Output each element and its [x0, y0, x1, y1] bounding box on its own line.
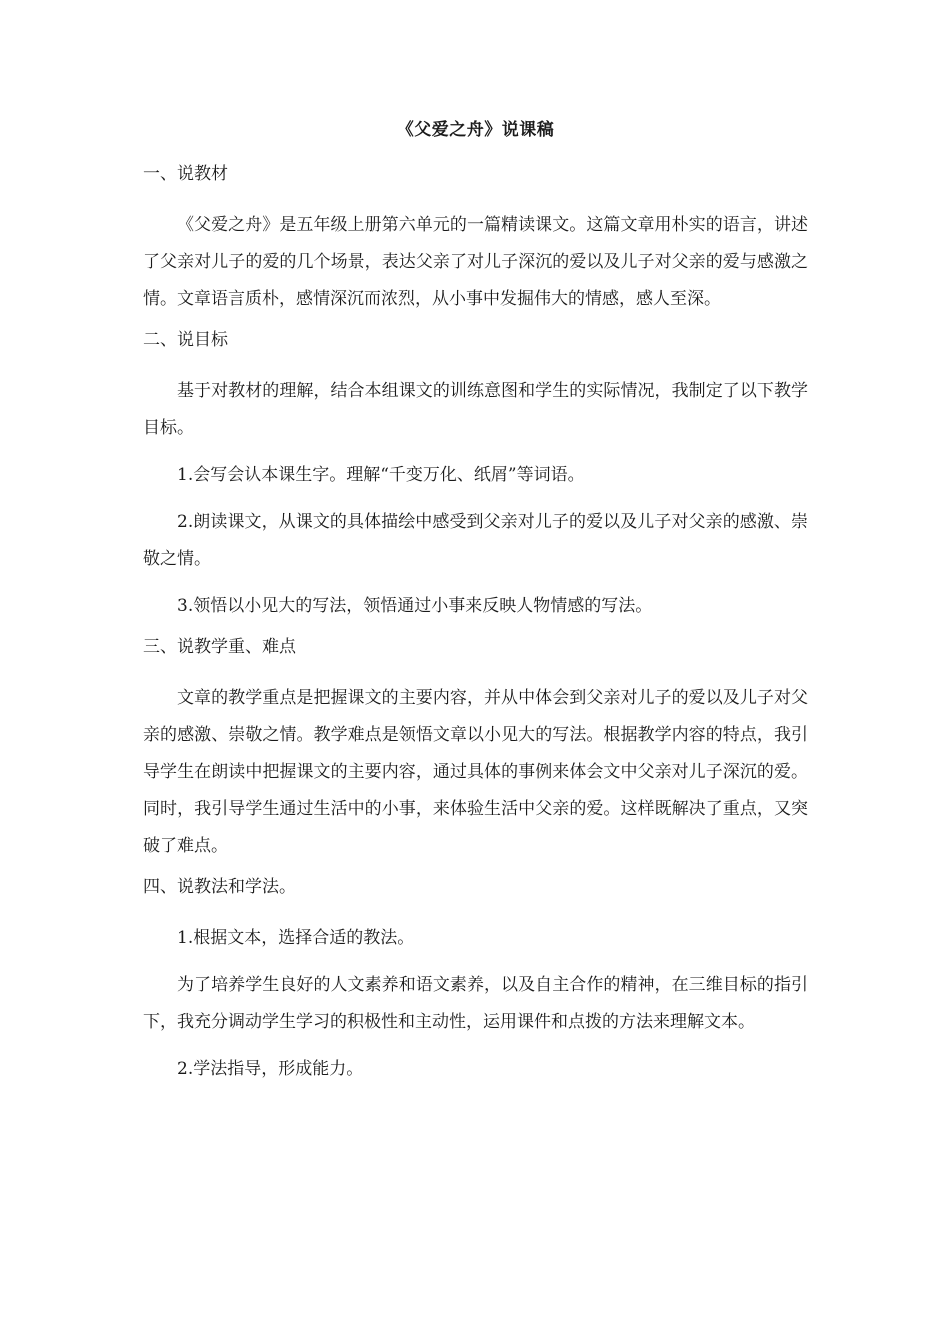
goal-item-1: 1.会写会认本课生字。理解“千变万化、纸屑”等词语。 — [177, 465, 585, 485]
goal-item-2: 2.朗读课文，从课文的具体描绘中感受到父亲对儿子的爱以及儿子对父亲的感激、崇敬之情。 — [143, 512, 808, 569]
paragraph-goals-intro: 基于对教材的理解，结合本组课文的训练意图和学生的实际情况，我制定了以下教学目标。 — [143, 381, 808, 438]
section-heading-key-points: 三、说教学重、难点 — [143, 637, 296, 657]
method-item-1: 1.根据文本，选择合适的教法。 — [177, 928, 415, 948]
document-page — [143, 118, 808, 1098]
method-item-2: 2.学法指导，形成能力。 — [177, 1059, 364, 1079]
section-heading-textbook: 一、说教材 — [143, 164, 228, 184]
document-title: 《父爱之舟》说课稿 — [396, 120, 555, 140]
section-heading-methods: 四、说教法和学法。 — [143, 877, 296, 897]
paragraph-textbook: 《父爱之舟》是五年级上册第六单元的一篇精读课文。这篇文章用朴实的语言，讲述了父亲对儿子的爱的几个场景，表达父亲了对儿子深沉的爱以及儿子对父亲的爱与感激之情。文章语言质朴，感情深沉而浓烈，从小事中发掘伟大的情感，感人至深。 — [143, 215, 808, 309]
section-heading-goals: 二、说目标 — [143, 330, 228, 350]
paragraph-key-points: 文章的教学重点是把握课文的主要内容，并从中体会到父亲对儿子的爱以及儿子对父亲的感激、崇敬之情。教学难点是领悟文章以小见大的写法。根据教学内容的特点，我引导学生在朗读中把握课文的主要内容，通过具体的事例来体会文中父亲对儿子深沉的爱。同时，我引导学生通过生活中的小事，来体验生活中父亲的爱。这样既解决了重点，又突破了难点。 — [143, 688, 808, 856]
paragraph-methods: 为了培养学生良好的人文素养和语文素养，以及自主合作的精神，在三维目标的指引下，我充分调动学生学习的积极性和主动性，运用课件和点拨的方法来理解文本。 — [143, 975, 808, 1032]
goal-item-3: 3.领悟以小见大的写法，领悟通过小事来反映人物情感的写法。 — [177, 596, 653, 616]
